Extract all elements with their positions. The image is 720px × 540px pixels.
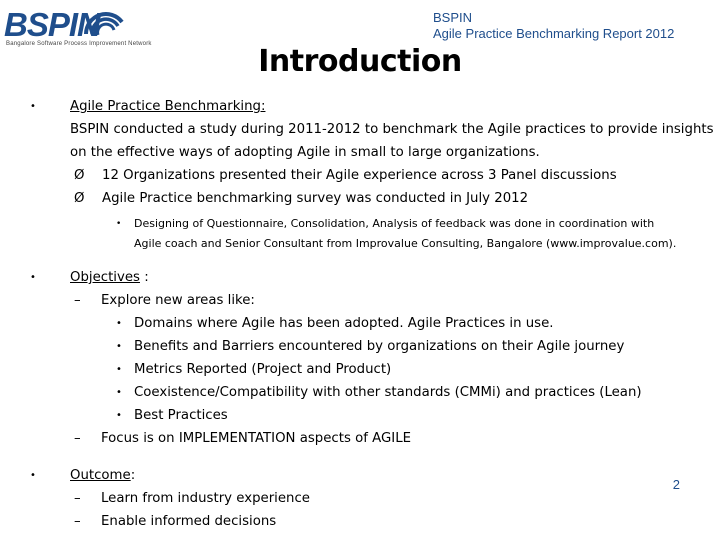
outcome-heading: Outcome xyxy=(70,468,131,483)
outcome-item-text: Enable informed decisions xyxy=(101,514,277,529)
arrow-marker: Ø xyxy=(74,168,85,183)
bullet-marker: • xyxy=(116,364,122,375)
objectives-explore xyxy=(30,289,700,312)
objective-item xyxy=(30,335,700,358)
bullet-marker: • xyxy=(116,318,122,329)
dash-marker: – xyxy=(74,491,81,506)
objective-item xyxy=(30,381,700,404)
section-benchmarking-heading xyxy=(30,95,700,118)
objective-item xyxy=(30,312,700,335)
bullet-marker: • xyxy=(30,101,36,112)
benchmarking-text-line-2: on the effective ways of adopting Agile in small to large organizations. xyxy=(70,145,540,160)
objectives-focus xyxy=(30,427,700,450)
focus-text: Focus is on IMPLEMENTATION aspects of AGILE xyxy=(101,431,412,446)
subpoint-line-1: Designing of Questionnaire, Consolidation, Analysis of feedback was done in coordination with xyxy=(134,217,655,230)
page-number: 2 xyxy=(672,477,680,492)
outcome-item-text: Learn from industry experience xyxy=(101,491,310,506)
objective-item xyxy=(30,404,700,427)
objective-item-text: Metrics Reported (Project and Product) xyxy=(134,362,392,377)
objective-item-text: Domains where Agile has been adopted. Agile Practices in use. xyxy=(134,316,554,331)
bullet-marker: • xyxy=(30,470,36,481)
bullet-marker: • xyxy=(116,387,122,398)
objectives-heading: Objectives xyxy=(70,270,140,285)
header-report-title: Agile Practice Benchmarking Report 2012 xyxy=(433,26,675,41)
section-outcome-heading xyxy=(30,464,700,487)
objectives-colon: : xyxy=(139,270,149,285)
benchmarking-point-text: Agile Practice benchmarking survey was conducted in July 2012 xyxy=(102,191,529,206)
benchmarking-point xyxy=(30,187,700,210)
explore-text: Explore new areas like: xyxy=(101,293,255,308)
benchmarking-point-text: 12 Organizations presented their Agile experience across 3 Panel discussions xyxy=(102,168,617,183)
benchmarking-heading: Agile Practice Benchmarking: xyxy=(70,99,266,114)
objective-item-text: Benefits and Barriers encountered by organizations on their Agile journey xyxy=(134,339,625,354)
dash-marker: – xyxy=(74,514,81,529)
bullet-marker: • xyxy=(116,341,122,352)
slide-content xyxy=(30,95,714,533)
slide-title xyxy=(0,44,720,79)
bullet-marker: • xyxy=(30,272,36,283)
logo-text: BSPIN xyxy=(4,6,100,43)
subpoint-line-2: Agile coach and Senior Consultant from Improvalue Consulting, Bangalore (www.improvalue.com). xyxy=(134,237,677,250)
outcome-item xyxy=(30,487,700,510)
benchmarking-subpoint xyxy=(30,214,700,254)
section-objectives-heading xyxy=(30,266,700,289)
objective-item-text: Coexistence/Compatibility with other standards (CMMi) and practices (Lean) xyxy=(134,385,642,400)
benchmarking-text-line-1: BSPIN conducted a study during 2011-2012 to benchmark the Agile practices to provide insights xyxy=(70,122,714,137)
objective-item-text: Best Practices xyxy=(134,408,228,423)
outcome-colon: : xyxy=(130,468,136,483)
objective-item xyxy=(30,358,700,381)
bullet-marker: • xyxy=(116,410,122,421)
dash-marker: – xyxy=(74,293,81,308)
benchmarking-point xyxy=(30,164,700,187)
bullet-marker: • xyxy=(116,219,122,229)
arrow-marker: Ø xyxy=(74,191,85,206)
dash-marker: – xyxy=(74,431,81,446)
outcome-item xyxy=(30,510,700,533)
report-header xyxy=(433,10,674,42)
slide-title-text: Introduction xyxy=(258,44,462,79)
header-org: BSPIN xyxy=(433,10,473,25)
logo-tagline: Bangalore Software Process Improvement Network xyxy=(6,41,152,47)
